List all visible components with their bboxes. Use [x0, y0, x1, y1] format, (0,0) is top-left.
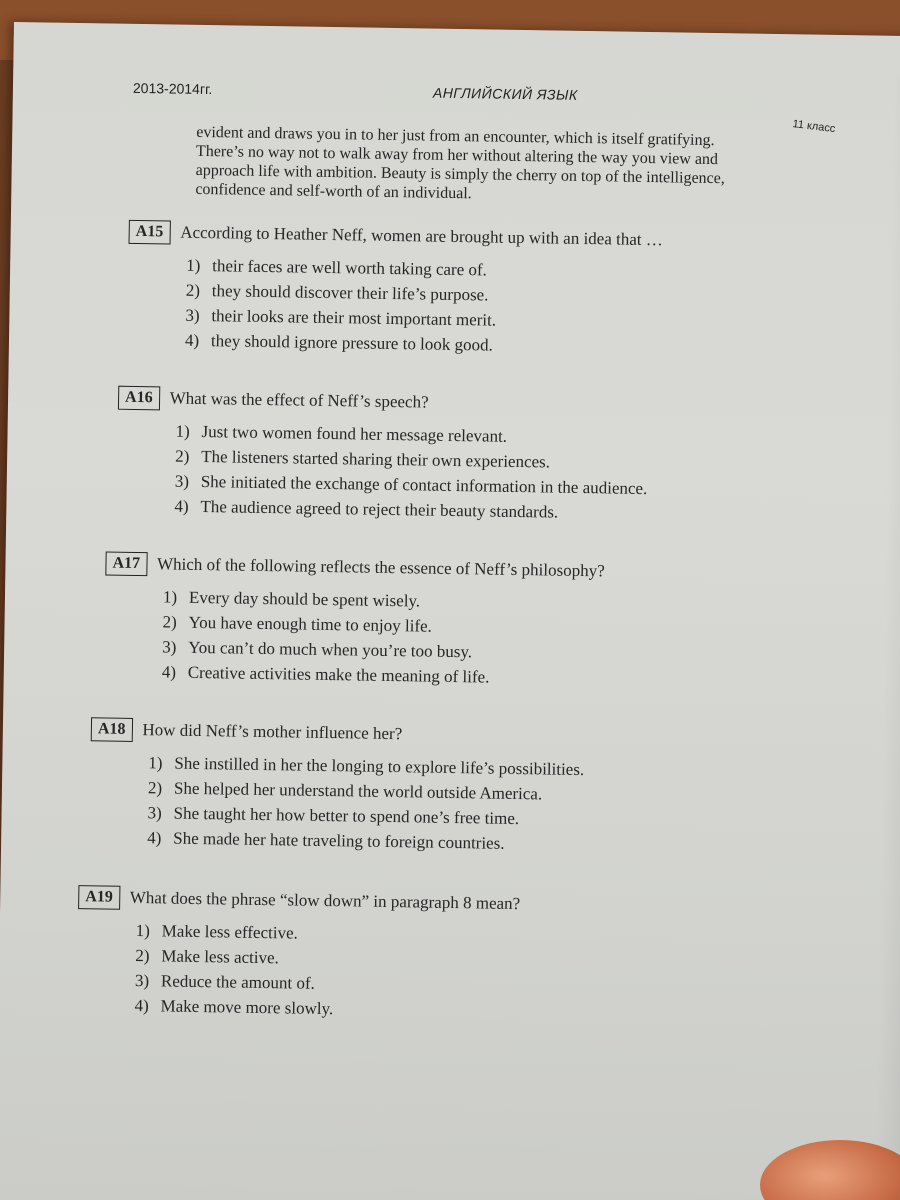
- question-a19: [76, 885, 520, 1024]
- answer-option: 4) they should ignore pressure to look good.: [184, 330, 494, 355]
- answer-option: 1) Every day should be spent wisely.: [162, 587, 421, 611]
- passage-excerpt: [195, 123, 836, 209]
- question-number: A18: [91, 717, 133, 742]
- question-text: What was the effect of Neff’s speech?: [169, 388, 429, 412]
- answer-option: 1) Make less effective.: [135, 921, 298, 943]
- passage-line: confidence and self-worth of an individual.: [195, 180, 472, 203]
- answer-option: 1) She instilled in her the longing to explore life’s possibilities.: [148, 753, 585, 780]
- header-grade: 11 класс: [791, 118, 836, 136]
- answer-option: 3) their looks are their most important merit.: [185, 305, 497, 330]
- header-subject: АНГЛИЙСКИЙ ЯЗЫК: [432, 84, 578, 103]
- passage-line: approach life with ambition. Beauty is simply the cherry on top of the intelligence,: [195, 161, 725, 188]
- answer-options: [174, 419, 648, 526]
- answer-option: 3) She taught her how better to spend one’s free time.: [147, 803, 520, 829]
- header-year: 2013-2014гг.: [132, 79, 213, 98]
- question-a17: [104, 552, 605, 692]
- answer-option: 4) Creative activities make the meaning of life.: [161, 662, 490, 687]
- answer-option: 3) Reduce the amount of.: [134, 971, 315, 993]
- answer-options: [147, 750, 584, 857]
- answer-options: [162, 584, 605, 691]
- answer-option: 3) She initiated the exchange of contact information in the audience.: [174, 471, 648, 499]
- page-shadow: [875, 76, 900, 1200]
- question-number: A17: [105, 552, 147, 577]
- passage-line: There’s no way not to walk away from her without altering the way you view and: [195, 142, 719, 169]
- answer-options: [134, 918, 519, 1024]
- answer-option: 4) She made her hate traveling to foreign countries.: [147, 828, 505, 853]
- answer-option: 2) Make less active.: [135, 946, 280, 968]
- question-text: How did Neff’s mother influence her?: [142, 720, 403, 744]
- page-header: [132, 79, 853, 136]
- answer-option: 1) their faces are well worth taking care of.: [186, 255, 488, 280]
- answer-option: 2) The listeners started sharing their own experiences.: [175, 446, 551, 472]
- passage-line: evident and draws you in to her just from an encounter, which is itself gratifying.: [196, 123, 715, 150]
- answer-option: 4) Make move more slowly.: [134, 996, 334, 1019]
- answer-option: 1) Just two women found her message relevant.: [175, 421, 508, 446]
- question-number: A19: [78, 885, 120, 910]
- answer-options: [185, 253, 663, 360]
- question-number: A15: [129, 220, 171, 245]
- question-number: A16: [118, 386, 160, 411]
- answer-option: 2) She helped her understand the world outside America.: [147, 778, 543, 804]
- question-text: What does the phrase “slow down” in paragraph 8 mean?: [129, 887, 521, 914]
- question-a16: [116, 386, 649, 526]
- question-text: Which of the following reflects the essence of Neff’s philosophy?: [156, 554, 605, 581]
- answer-option: 3) You can’t do much when you’re too busy.: [162, 637, 473, 662]
- exam-page: [0, 22, 900, 1200]
- answer-option: 4) The audience agreed to reject their beauty standards.: [174, 496, 559, 522]
- answer-option: 2) You have enough time to enjoy life.: [162, 612, 433, 636]
- question-a15: [127, 220, 663, 360]
- question-a18: [89, 717, 585, 857]
- question-text: According to Heather Neff, women are brought up with an idea that …: [180, 222, 663, 250]
- answer-option: 2) they should discover their life’s purpose.: [185, 280, 489, 305]
